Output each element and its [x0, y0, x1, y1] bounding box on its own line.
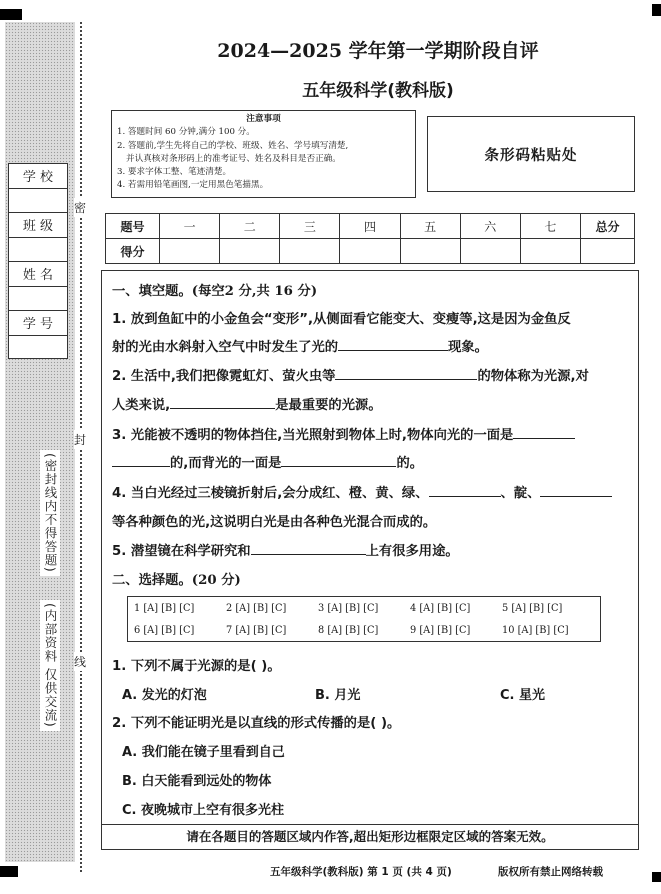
- notice-box: [111, 110, 416, 198]
- section1-heading: 一、填空题。(每空2 分,共 16 分): [112, 284, 318, 299]
- q4-text: 4. 当白光经过三棱镜折射后,会分成红、橙、黄、绿、: [112, 486, 429, 501]
- q2-text: 2. 生活中,我们把像霓虹灯、萤火虫等: [112, 369, 336, 384]
- answer-bubble-9[interactable]: 9 [A] [B] [C]: [410, 624, 471, 636]
- page-info: 五年级科学(教科版) 第 1 页 (共 4 页): [270, 866, 452, 878]
- score-cell[interactable]: [160, 239, 220, 264]
- q3-blank1-cont[interactable]: [112, 453, 170, 467]
- no-answer-note: (密封线内不得答题): [40, 450, 60, 576]
- mc-q2-option-b[interactable]: B. 白天能看到远处的物体: [122, 774, 272, 789]
- q3-blank2[interactable]: [281, 453, 396, 467]
- score-table: [105, 213, 635, 264]
- name-field[interactable]: [9, 287, 67, 312]
- score-table-header-row: [106, 214, 635, 239]
- answer-bubble-7[interactable]: 7 [A] [B] [C]: [226, 624, 287, 636]
- q2-text-mid: 的物体称为光源,对: [477, 369, 589, 384]
- seal-char-xian: 线: [74, 652, 86, 671]
- section-header: 四: [340, 214, 400, 239]
- answer-area-footer-note: 请在各题目的答题区域内作答,超出矩形边框限定区域的答案无效。: [102, 824, 638, 849]
- copyright-notice: 版权所有禁止网络转载: [498, 866, 603, 878]
- q4-text-mid: 、靛、: [500, 486, 541, 501]
- notice-heading: 注意事项: [246, 114, 281, 124]
- q4-blank2[interactable]: [540, 483, 612, 497]
- total-header: 总分: [581, 214, 635, 239]
- answer-bubble-2[interactable]: 2 [A] [B] [C]: [226, 602, 287, 614]
- q4-line2: 等各种颜色的光,这说明白光是由各种色光混合而成的。: [112, 515, 437, 530]
- class-field[interactable]: [9, 238, 67, 263]
- school-field[interactable]: [9, 189, 67, 214]
- score-cell[interactable]: [220, 239, 280, 264]
- q5-blank[interactable]: [251, 541, 366, 555]
- exam-title: 2024—2025 学年第一学期阶段自评: [217, 40, 539, 62]
- answer-sheet-grid: [127, 596, 601, 642]
- q2-blank1[interactable]: [335, 366, 477, 380]
- score-table-score-row: [106, 239, 635, 264]
- notice-item: 3. 要求字体工整、笔迹清楚。: [117, 167, 232, 178]
- q1-blank[interactable]: [338, 337, 448, 351]
- q5-text-end: 上有很多用途。: [365, 544, 459, 559]
- exam-subtitle: 五年级科学(教科版): [302, 81, 454, 101]
- answer-area: [101, 270, 639, 850]
- score-cell[interactable]: [400, 239, 460, 264]
- q1-text: 射的光由水斜射入空气中时发生了光的: [112, 340, 339, 355]
- q1-line1: 1. 放到鱼缸中的小金鱼会“变形”,从侧面看它能变大、变瘦等,这是因为金鱼反: [112, 312, 571, 327]
- section-header: 二: [220, 214, 280, 239]
- q2-text2: 人类来说,: [112, 398, 171, 413]
- q2-line1: [112, 365, 589, 384]
- answer-bubble-1[interactable]: 1 [A] [B] [C]: [134, 602, 195, 614]
- q1-text-end: 现象。: [448, 340, 488, 355]
- answer-bubble-8[interactable]: 8 [A] [B] [C]: [318, 624, 379, 636]
- q1-line2: [112, 336, 488, 355]
- internal-material-note: (内部资料 仅供交流): [40, 600, 60, 731]
- q4-line1: [112, 482, 612, 501]
- answer-bubble-6[interactable]: 6 [A] [B] [C]: [134, 624, 195, 636]
- q3-text-end: 的。: [396, 456, 424, 471]
- notice-item: 4. 若需用铅笔画图,一定用黑色笔描黑。: [117, 180, 269, 191]
- section-header: 七: [520, 214, 580, 239]
- mc-q2-option-a[interactable]: A. 我们能在镜子里看到自己: [122, 745, 285, 760]
- student-info-table: [8, 163, 68, 359]
- q3-text2: 的,而背光的一面是: [170, 456, 282, 471]
- score-row-label: 得分: [106, 239, 160, 264]
- answer-bubble-4[interactable]: 4 [A] [B] [C]: [410, 602, 471, 614]
- mc-q2-option-c[interactable]: C. 夜晚城市上空有很多光柱: [122, 803, 285, 818]
- notice-item: 2. 答题前,学生先将自己的学校、班级、姓名、学号填写清楚,: [117, 140, 349, 151]
- mc-q1-option-a[interactable]: A. 发光的灯泡: [122, 688, 207, 703]
- q4-blank1[interactable]: [429, 483, 501, 497]
- school-label: 学 校: [9, 164, 67, 189]
- q5-line: [112, 540, 459, 559]
- binding-strip: [5, 22, 75, 862]
- q3-line1: [112, 424, 575, 443]
- q2-blank2[interactable]: [170, 395, 275, 409]
- score-cell[interactable]: [280, 239, 340, 264]
- question-number-header: 题号: [106, 214, 160, 239]
- notice-item: 并认真核对条形码上的准考证号、姓名及科目是否正确。: [126, 153, 341, 164]
- notice-item: 1. 答题时间 60 分钟,满分 100 分。: [117, 127, 255, 138]
- q3-text: 3. 光能被不透明的物体挡住,当光照射到物体上时,物体向光的一面是: [112, 428, 514, 443]
- answer-bubble-5[interactable]: 5 [A] [B] [C]: [502, 602, 563, 614]
- section-header: 五: [400, 214, 460, 239]
- section2-heading: 二、选择题。(20 分): [112, 573, 241, 588]
- registration-mark-top-right: [652, 4, 661, 16]
- section-header: 三: [280, 214, 340, 239]
- registration-mark-top-left: [0, 9, 22, 20]
- score-cell[interactable]: [340, 239, 400, 264]
- mc-q1-option-c[interactable]: C. 星光: [500, 688, 546, 703]
- q2-line2: [112, 394, 382, 413]
- class-label: 班 级: [9, 213, 67, 238]
- q2-text-end: 是最重要的光源。: [275, 398, 382, 413]
- mc-q2-stem: 2. 下列不能证明光是以直线的形式传播的是( )。: [112, 716, 401, 731]
- section-header: 六: [460, 214, 520, 239]
- score-cell[interactable]: [520, 239, 580, 264]
- answer-bubble-10[interactable]: 10 [A] [B] [C]: [502, 624, 569, 636]
- student-id-label: 学 号: [9, 311, 67, 336]
- answer-bubble-3[interactable]: 3 [A] [B] [C]: [318, 602, 379, 614]
- section-header: 一: [160, 214, 220, 239]
- seal-char-feng: 封: [74, 430, 86, 449]
- registration-mark-bottom-right: [652, 872, 661, 882]
- student-id-field[interactable]: [9, 336, 67, 361]
- mc-q1-stem: 1. 下列不属于光源的是( )。: [112, 659, 281, 674]
- seal-char-mi: 密: [74, 198, 86, 217]
- q3-blank1[interactable]: [513, 425, 575, 439]
- q3-line2: [112, 452, 423, 471]
- score-cell[interactable]: [460, 239, 520, 264]
- name-label: 姓 名: [9, 262, 67, 287]
- barcode-area: 条形码粘贴处: [427, 116, 635, 192]
- q5-text: 5. 潜望镜在科学研究和: [112, 544, 251, 559]
- total-score-cell[interactable]: [581, 239, 635, 264]
- mc-q1-option-b[interactable]: B. 月光: [315, 688, 361, 703]
- registration-mark-bottom-left: [0, 866, 18, 877]
